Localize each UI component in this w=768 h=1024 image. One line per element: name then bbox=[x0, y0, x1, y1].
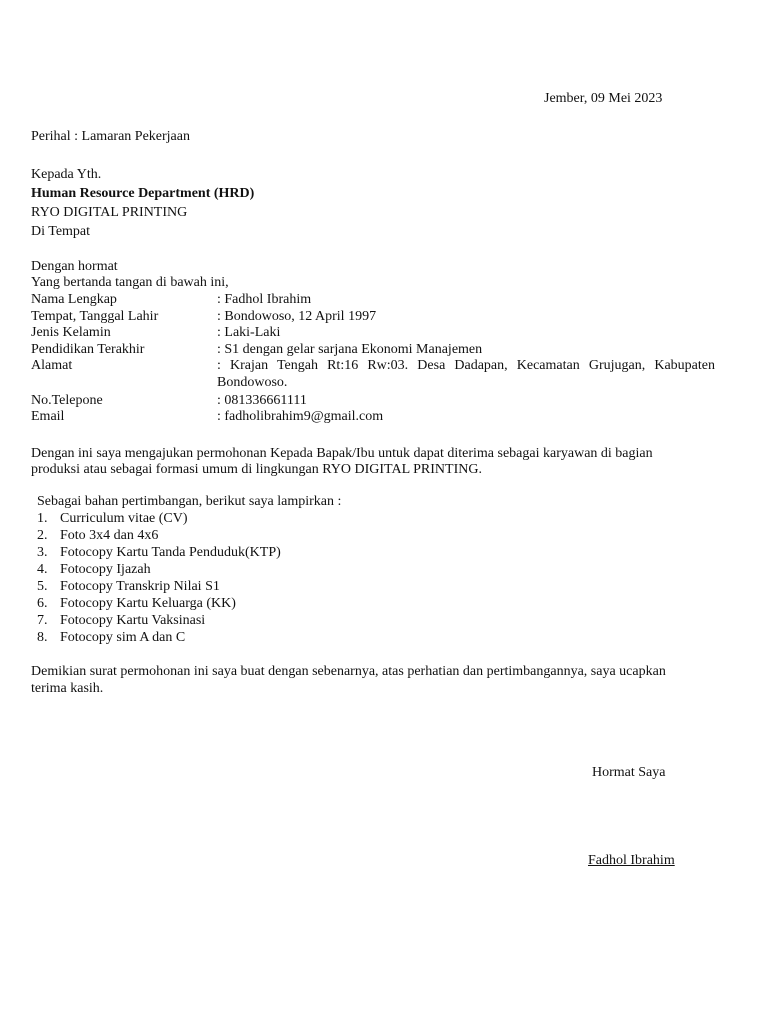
field-education bbox=[31, 341, 746, 358]
salutation: Dengan hormat bbox=[31, 259, 118, 274]
list-number: 2. bbox=[37, 528, 48, 543]
list-text: Fotocopy Kartu Keluarga (KK) bbox=[60, 596, 236, 611]
recipient-location: Di Tempat bbox=[31, 224, 91, 239]
field-label: Jenis Kelamin bbox=[31, 325, 111, 340]
closing-text-line-1: Demikian surat permohonan ini saya buat dengan sebenarnya, atas perhatian dan pertimbangannya, saya ucapkan bbox=[31, 664, 666, 679]
recipient-department: Human Resource Department (HRD) bbox=[31, 186, 255, 201]
list-text: Fotocopy sim A dan C bbox=[60, 630, 186, 645]
field-email bbox=[31, 408, 746, 425]
field-value: : fadholibrahim9@gmail.com bbox=[217, 409, 384, 424]
intro-text: Yang bertanda tangan di bawah ini, bbox=[31, 275, 229, 290]
list-text: Fotocopy Transkrip Nilai S1 bbox=[60, 579, 220, 594]
signature-regards: Hormat Saya bbox=[592, 765, 666, 780]
list-number: 4. bbox=[37, 562, 48, 577]
list-text: Fotocopy Kartu Vaksinasi bbox=[60, 613, 206, 628]
application-text-line-2: produksi atau sebagai formasi umum di lingkungan RYO DIGITAL PRINTING. bbox=[31, 462, 482, 477]
field-label: No.Telepone bbox=[31, 393, 103, 408]
field-label: Tempat, Tanggal Lahir bbox=[31, 309, 159, 324]
field-full-name bbox=[31, 291, 746, 308]
field-value: : Fadhol Ibrahim bbox=[217, 292, 312, 307]
list-number: 6. bbox=[37, 596, 48, 611]
attachments-intro: Sebagai bahan pertimbangan, berikut saya lampirkan : bbox=[37, 494, 342, 509]
recipient-greeting: Kepada Yth. bbox=[31, 167, 102, 182]
address-line-2: Bondowoso. bbox=[217, 375, 288, 390]
field-label: Email bbox=[31, 409, 65, 424]
list-text: Foto 3x4 dan 4x6 bbox=[60, 528, 159, 543]
list-number: 1. bbox=[37, 511, 48, 526]
list-text: Fotocopy Kartu Tanda Penduduk(KTP) bbox=[60, 545, 281, 560]
letter-date: Jember, 09 Mei 2023 bbox=[544, 91, 663, 106]
list-number: 7. bbox=[37, 613, 48, 628]
list-text: Fotocopy Ijazah bbox=[60, 562, 151, 577]
field-value: : 081336661111 bbox=[217, 393, 307, 408]
address-line-1: : Krajan Tengah Rt:16 Rw:03. Desa Dadapan, Kecamatan Grujugan, Kabupaten bbox=[217, 358, 715, 373]
recipient-company: RYO DIGITAL PRINTING bbox=[31, 205, 188, 220]
field-birth bbox=[31, 308, 746, 325]
field-label: Alamat bbox=[31, 358, 73, 373]
field-gender bbox=[31, 324, 746, 341]
list-number: 8. bbox=[37, 630, 48, 645]
field-label: Pendidikan Terakhir bbox=[31, 342, 145, 357]
list-number: 3. bbox=[37, 545, 48, 560]
list-number: 5. bbox=[37, 579, 48, 594]
field-value: : Bondowoso, 12 April 1997 bbox=[217, 309, 377, 324]
field-label: Nama Lengkap bbox=[31, 292, 117, 307]
signature-name: Fadhol Ibrahim bbox=[588, 853, 675, 868]
list-text: Curriculum vitae (CV) bbox=[60, 511, 188, 526]
field-value: : Laki-Laki bbox=[217, 325, 281, 340]
application-text-line-1: Dengan ini saya mengajukan permohonan Kepada Bapak/Ibu untuk dapat diterima sebagai karyawan di bagian bbox=[31, 446, 653, 461]
letter-subject: Perihal : Lamaran Pekerjaan bbox=[31, 129, 190, 144]
field-value: : S1 dengan gelar sarjana Ekonomi Manajemen bbox=[217, 342, 483, 357]
field-phone bbox=[31, 392, 746, 409]
closing-text-line-2: terima kasih. bbox=[31, 681, 104, 696]
